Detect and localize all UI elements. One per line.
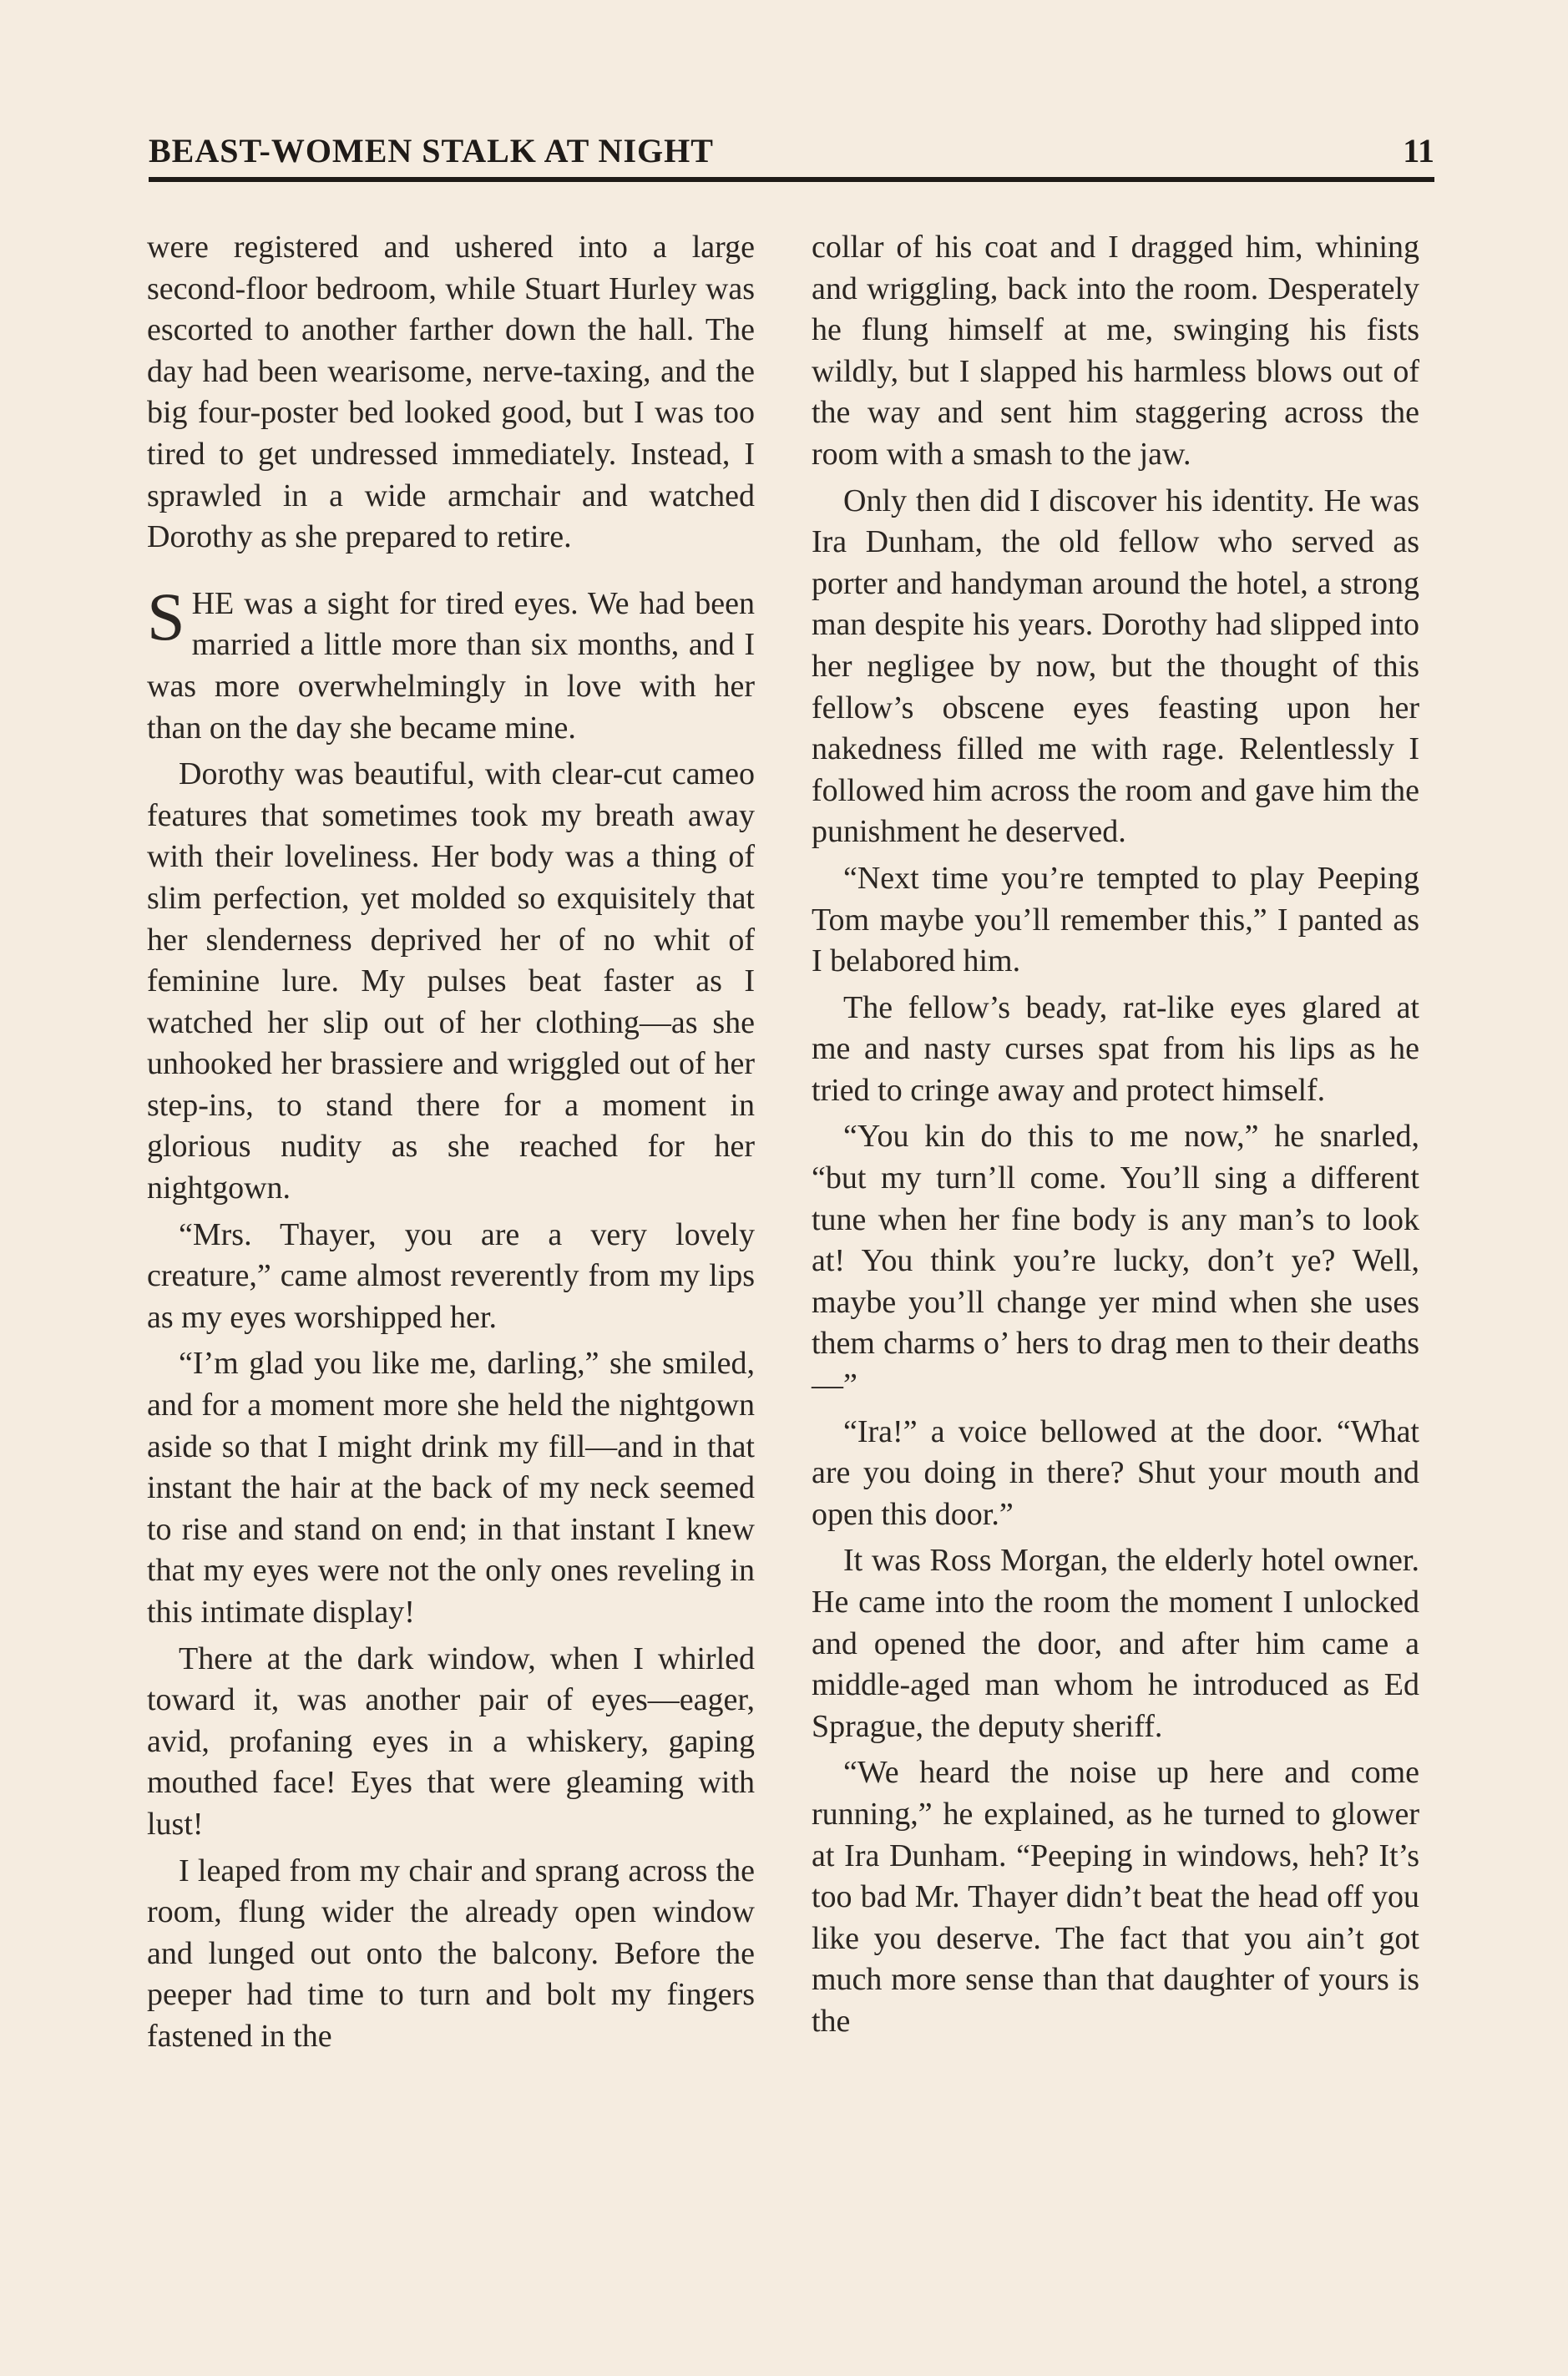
paragraph: collar of his coat and I dragged him, whining and wriggling, back into the room. Desperately he flung himself at me, swinging his fists wildly, but I slapped his harmless blows out of the way and sent him staggering across the room with a smash to the jaw. [812, 230, 1419, 472]
paragraph: Only then did I discover his identity. He was Ira Dunham, the old fellow who served as porter and handyman around the hotel, a strong man despite his years. Dorothy had slipped into her negligee by now, but the thought of this fellow’s obscene eyes feasting upon her nakedness filled me with rage. Relentlessly I followed him across the room and gave him the punishment he deserved. [812, 483, 1419, 850]
paragraph: There at the dark window, when I whirled toward it, was another pair of eyes—eager, avid, profaning eyes in a whiskery, gaping mouthed face! Eyes that were gleaming with lust! [147, 1640, 755, 1842]
page-number: 11 [1403, 132, 1434, 169]
paragraph: were registered and ushered into a large second-floor bedroom, while Stuart Hurley was escorted to another farther down the hall. The day had been wearisome, nerve-taxing, and the big four-poster bed looked good, but I was too tired to get undressed immediately. Instead, I sprawled in a wide armchair and watched Dorothy as she prepared to retire. [147, 230, 755, 555]
right-column [812, 227, 1419, 2048]
header-rule [149, 177, 1434, 182]
paragraph: “We heard the noise up here and come running,” he explained, as he turned to glower at Ira Dunham. “Peeping in windows, heh? It’s too bad Mr. Thayer didn’t beat the head off you like you deserve. The fact that you ain’t got much more sense than that daughter of yours is the [812, 1755, 1419, 2039]
paragraph: “You kin do this to me now,” he snarled, “but my turn’ll come. You’ll sing a different tune when her fine body is any man’s to look at! You think you’re lucky, don’t ye? Well, maybe you’ll change yer mind when she uses them charms o’ hers to drag men to their deaths—” [812, 1119, 1419, 1403]
paragraph: It was Ross Morgan, the elderly hotel owner. He came into the room the moment I unlocked and opened the door, and after him came a middle-aged man whom he introduced as Ed Sprague, the deputy sheriff. [812, 1543, 1419, 1744]
paragraph: Dorothy was beautiful, with clear-cut cameo features that sometimes took my breath away with their loveliness. Her body was a thing of slim perfection, yet molded so exquisitely that her slenderness deprived her of no whit of feminine lure. My pulses beat faster as I watched her slip out of her clothing—as she unhooked her brassiere and wriggled out of her step-ins, to stand there for a moment in glorious nudity as she reached for her nightgown. [147, 756, 755, 1206]
paragraph: “Ira!” a voice bellowed at the door. “What are you doing in there? Shut your mouth and open this door.” [812, 1413, 1419, 1532]
section-opening-text: HE was a sight for tired eyes. We had been married a little more than six months, and I was more overwhelmingly in love with her than on the day she became mine. [147, 585, 755, 746]
paragraph: “I’m glad you like me, darling,” she smiled, and for a moment more she held the nightgown aside so that I might drink my fill—and in that instant the hair at the back of my neck seemed to rise and stand on end; in that instant I knew that my eyes were not the only ones reveling in this intimate display! [147, 1346, 755, 1630]
running-header [149, 127, 1434, 175]
left-column [147, 227, 755, 2063]
section-opening-paragraph [147, 578, 755, 749]
paragraph: “Mrs. Thayer, you are a very lovely creature,” came almost reverently from my lips as my eyes worshipped her. [147, 1216, 755, 1335]
drop-cap: S [147, 578, 185, 655]
paragraph: The fellow’s beady, rat-like eyes glared at me and nasty curses spat from his lips as he tried to cringe away and protect himself. [812, 989, 1419, 1108]
paragraph: I leaped from my chair and sprang across the room, flung wider the already open window and lunged out onto the balcony. Before the peeper had time to turn and bolt my fingers fastened in the [147, 1853, 755, 2054]
paragraph: “Next time you’re tempted to play Peeping Tom maybe you’ll remember this,” I panted as I belabored him. [812, 860, 1419, 979]
running-title: BEAST-WOMEN STALK AT NIGHT [149, 132, 714, 169]
